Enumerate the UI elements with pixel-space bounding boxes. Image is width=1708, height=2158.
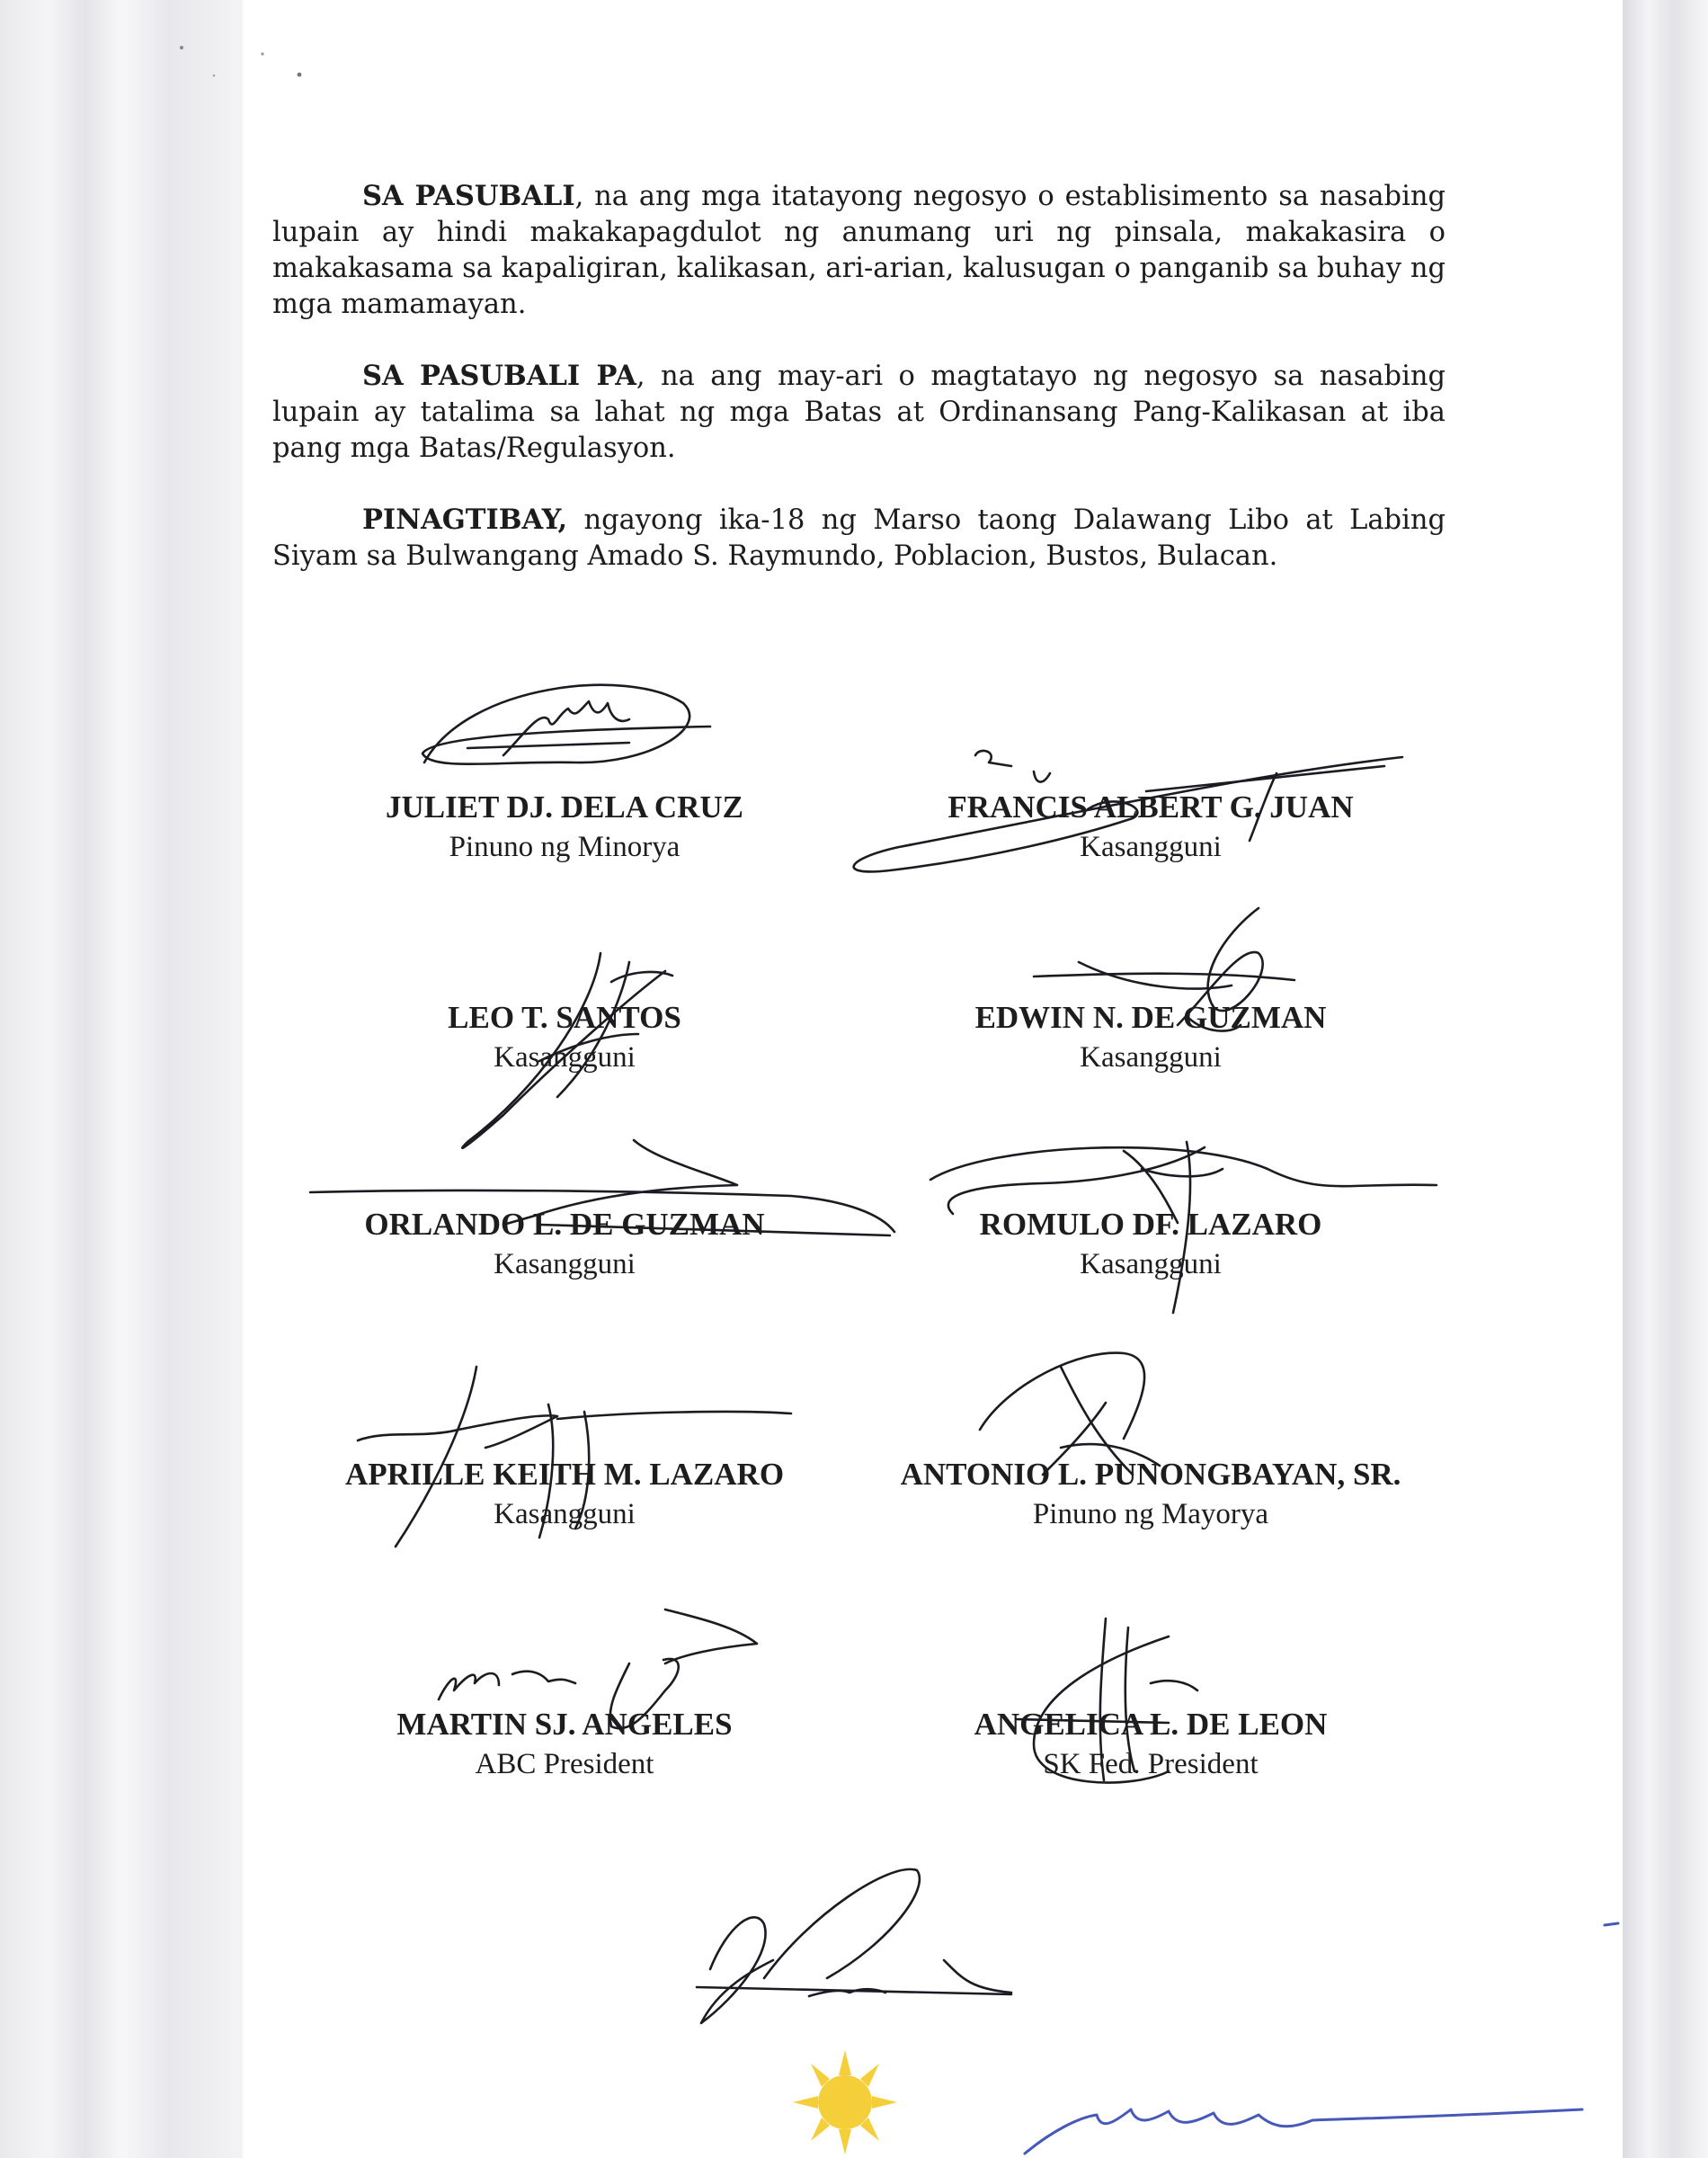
signatory-title: Kasangguni [494,1248,636,1280]
signatory-angelica-de-leon [863,1705,1438,1784]
paragraph-text: , na ang may-ari o magtatayo ng negosyo sa nasabing lupain ay tatalima sa lahat ng mga Batas at Ordinansang Pang-Kalikasan at iba pang mga Batas/Regulasyon. [272,361,1446,464]
signatory-title: Kasangguni [494,1498,636,1530]
scan-left-margin [0,0,243,2158]
signatory-name: FRANCIS ALBERT G. JUAN [947,789,1354,825]
signatory-name: ANTONIO L. PUNONGBAYAN, SR. [900,1457,1401,1492]
signatory-name: EDWIN N. DE GUZMAN [974,1000,1327,1035]
signatory-name: ANGELICA L. DE LEON [974,1707,1328,1742]
signatory-juliet-dela-cruz [277,788,852,867]
signatory-orlando-de-guzman [277,1205,852,1284]
document-page [243,0,1623,2158]
signatory-romulo-lazaro [863,1205,1438,1284]
signatory-edwin-de-guzman [863,998,1438,1077]
signatory-title: Kasangguni [494,1041,636,1074]
signatory-martin-angeles [277,1705,852,1784]
scan-right-margin [1623,0,1708,2158]
proviso-paragraph-2 [272,358,1446,467]
signatory-aprille-keith-lazaro [277,1455,852,1534]
signatory-francis-albert-juan [863,788,1438,867]
signatory-title: Pinuno ng Minorya [449,831,681,863]
signatory-title: ABC President [475,1748,654,1780]
signatory-title: Pinuno ng Mayorya [1032,1498,1269,1530]
signatory-name: ORLANDO L. DE GUZMAN [364,1207,765,1242]
signatory-antonio-punongbayan [863,1455,1438,1534]
paragraph-text: , na ang mga itatayong negosyo o establisimento sa nasabing lupain ay hindi makakapagdulot ng anumang uri ng pinsala, makakasira o makakasama sa kapaligiran, kalikasan, ari-arian, kalusugan o panganib sa buhay ng mga mamamayan. [272,181,1446,320]
signatory-leo-santos [277,998,852,1077]
paragraph-lead: SA PASUBALI PA [362,360,636,392]
paragraph-text: ngayong ika-18 ng Marso taong Dalawang Libo at Labing Siyam sa Bulwangang Amado S. Raymundo, Poblacion, Bustos, Bulacan. [272,504,1446,572]
signatory-name: APRILLE KEITH M. LAZARO [344,1457,785,1492]
signatory-title: Kasangguni [1080,831,1222,863]
signatory-name: MARTIN SJ. ANGELES [396,1707,733,1742]
signatory-name: LEO T. SANTOS [448,1000,681,1035]
signatory-name: JULIET DJ. DELA CRUZ [385,789,744,825]
scan-specks [0,0,360,108]
signatory-title: Kasangguni [1080,1041,1222,1074]
paragraph-lead: SA PASUBALI [362,180,575,212]
approval-paragraph [272,502,1446,575]
signatory-title: Kasangguni [1080,1248,1222,1280]
paragraph-lead: PINAGTIBAY, [362,504,568,536]
signatory-title: SK Fed. President [1043,1748,1259,1780]
proviso-paragraph-1 [272,178,1446,323]
signatory-name: ROMULO DF. LAZARO [979,1207,1322,1242]
